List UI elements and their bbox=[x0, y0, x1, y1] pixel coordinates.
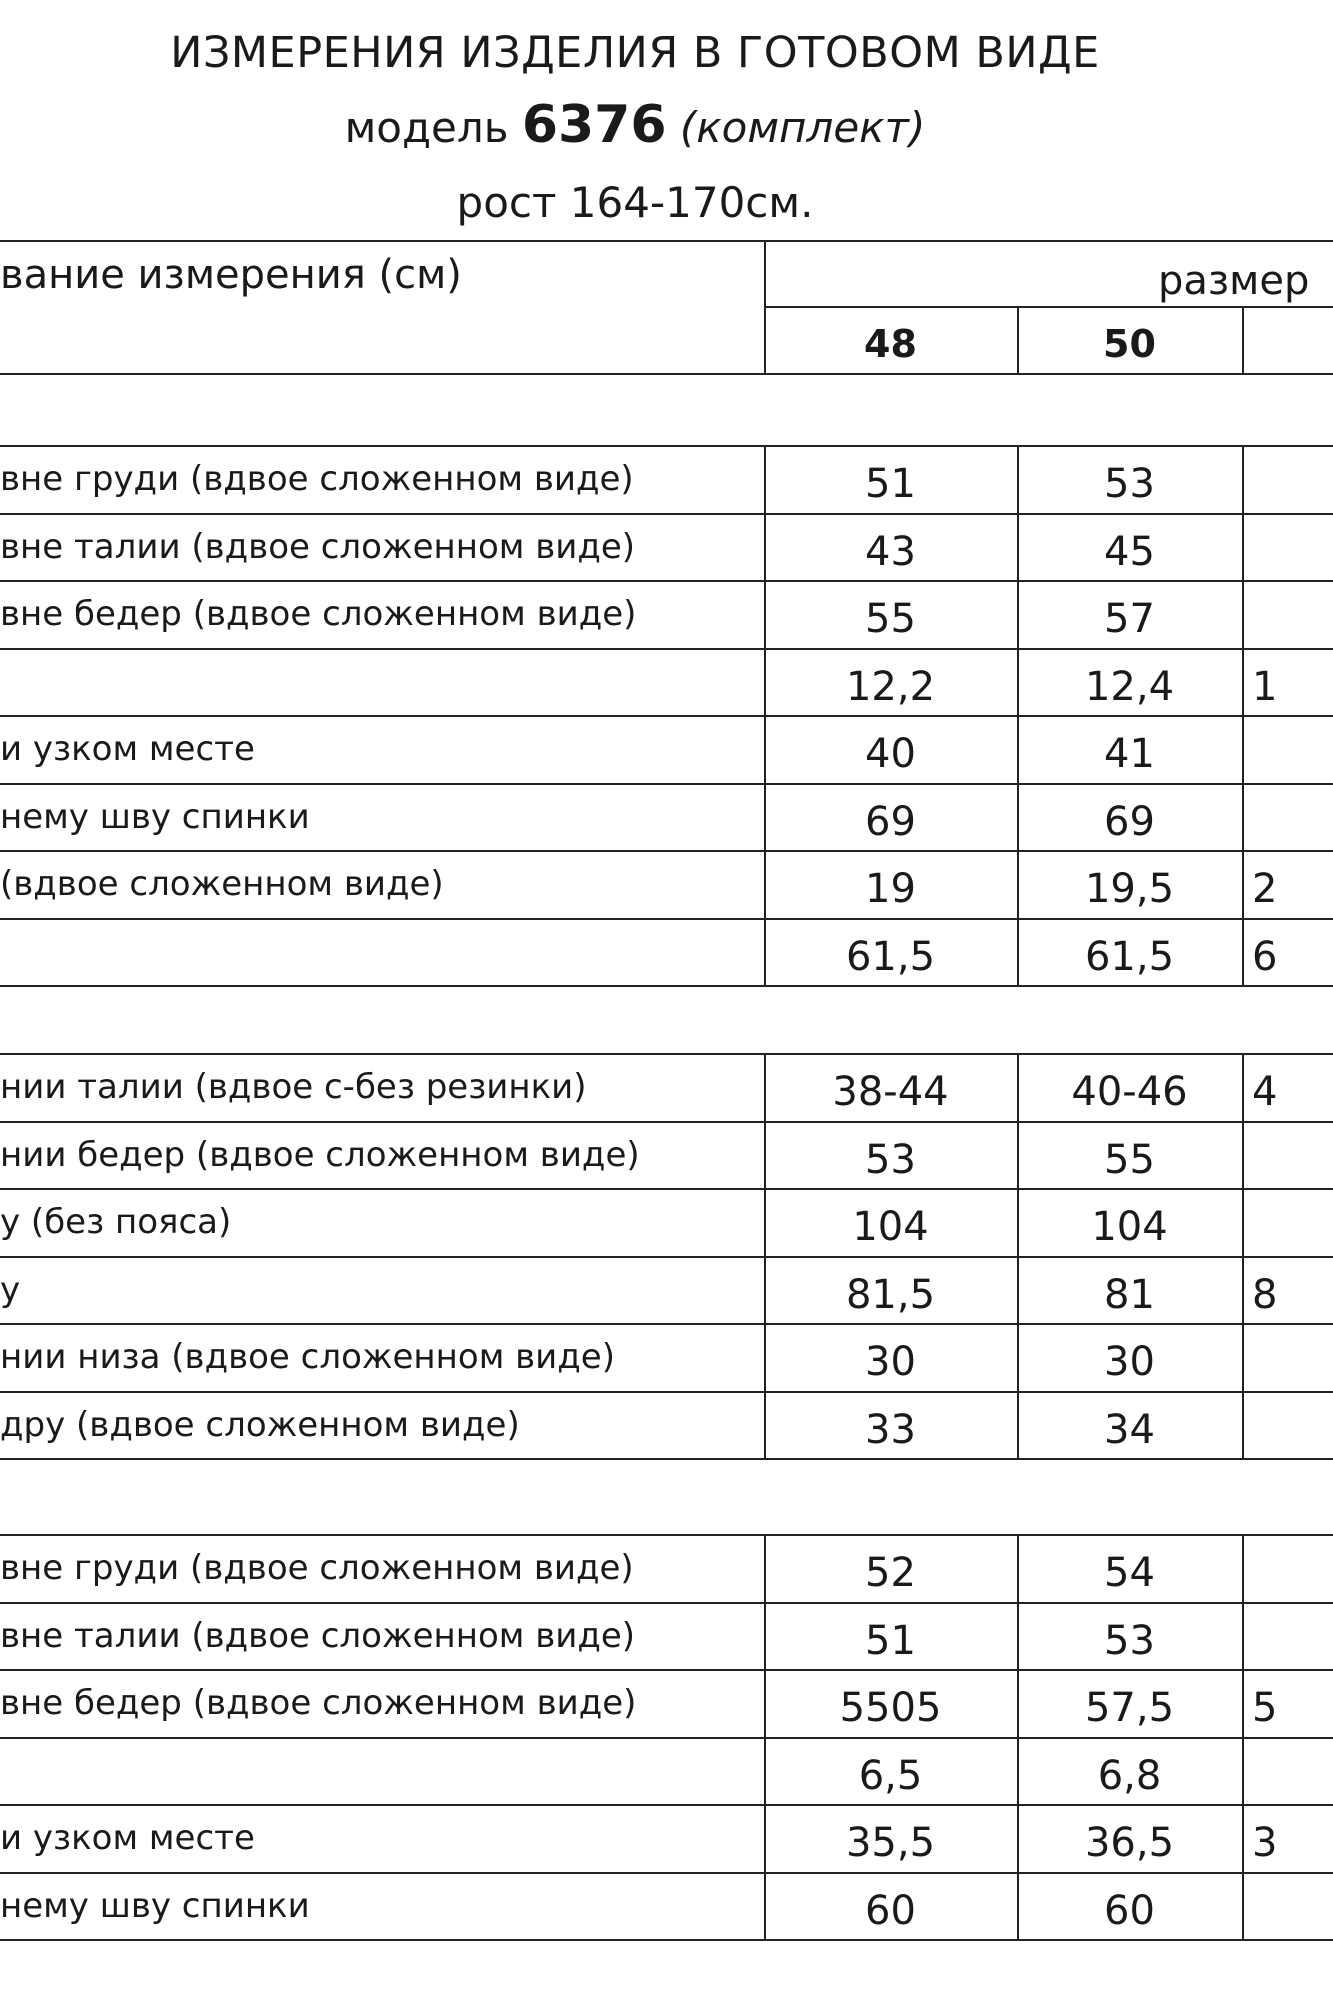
table-rule bbox=[764, 306, 1333, 308]
measurement-name: у (без пояса) bbox=[0, 1202, 232, 1242]
size-50-header: 50 bbox=[1103, 322, 1156, 366]
table-rule bbox=[0, 1256, 1333, 1258]
value-50: 30 bbox=[1104, 1339, 1155, 1385]
table-rule bbox=[0, 1458, 1333, 1460]
measurement-name: вне груди (вдвое сложенном виде) bbox=[0, 459, 634, 499]
value-52-partial: 2 bbox=[1252, 866, 1278, 912]
value-50: 54 bbox=[1104, 1550, 1155, 1596]
measurement-name: (вдвое сложенном виде) bbox=[0, 864, 444, 904]
table-column-rule bbox=[764, 445, 766, 985]
table-rule bbox=[0, 1602, 1333, 1604]
measurement-name: нему шву спинки bbox=[0, 1885, 310, 1926]
size-group-header: размер bbox=[1158, 258, 1310, 304]
table-rule bbox=[0, 1872, 1333, 1874]
value-48: 61,5 bbox=[845, 933, 936, 980]
table-column-rule bbox=[1242, 445, 1244, 985]
document-title: ИЗМЕРЕНИЯ ИЗДЕЛИЯ В ГОТОВОМ ВИДЕ bbox=[170, 28, 1100, 78]
table-column-rule bbox=[1017, 445, 1019, 985]
value-48: 6,5 bbox=[858, 1752, 923, 1799]
value-48: 19 bbox=[865, 866, 916, 912]
value-48: 52 bbox=[865, 1550, 916, 1596]
value-50: 104 bbox=[1091, 1204, 1168, 1250]
value-52-partial: 3 bbox=[1252, 1820, 1278, 1866]
table-column-rule bbox=[764, 240, 766, 373]
measurement-name: дру (вдвое сложенном виде) bbox=[0, 1404, 520, 1445]
model-number: 6376 bbox=[521, 95, 667, 155]
table-rule bbox=[0, 1323, 1333, 1325]
value-50: 57,5 bbox=[1084, 1685, 1175, 1731]
model-prefix: модель bbox=[344, 103, 509, 152]
table-rule bbox=[0, 985, 1333, 987]
value-48: 33 bbox=[865, 1406, 916, 1453]
value-52-partial: 1 bbox=[1252, 663, 1278, 710]
value-50: 61,5 bbox=[1084, 933, 1175, 980]
value-48: 69 bbox=[865, 798, 916, 845]
value-52-partial: 6 bbox=[1252, 933, 1278, 980]
measurement-name: и узком месте bbox=[0, 729, 255, 769]
table-rule bbox=[0, 715, 1333, 717]
table-rule bbox=[0, 1669, 1333, 1671]
model-line bbox=[0, 95, 1270, 155]
value-48: 40 bbox=[865, 731, 916, 777]
value-48: 51 bbox=[865, 461, 916, 507]
name-column-header: вание измерения (см) bbox=[0, 252, 462, 298]
table-rule bbox=[0, 445, 1333, 447]
table-rule bbox=[0, 918, 1333, 920]
model-kind: (комплект) bbox=[679, 103, 926, 152]
measurement-name: вне бедер (вдвое сложенном виде) bbox=[0, 1683, 637, 1723]
value-52-partial: 5 bbox=[1252, 1685, 1278, 1731]
measurement-name: вне талии (вдвое сложенном виде) bbox=[0, 526, 636, 567]
value-48: 53 bbox=[865, 1136, 916, 1183]
value-48: 5505 bbox=[839, 1685, 942, 1731]
measurement-name: нии талии (вдвое с-без резинки) bbox=[0, 1067, 587, 1107]
measurement-name: и узком месте bbox=[0, 1818, 255, 1858]
value-50: 36,5 bbox=[1084, 1820, 1175, 1866]
value-48: 81,5 bbox=[845, 1271, 936, 1318]
measurement-name: нии низа (вдвое сложенном виде) bbox=[0, 1337, 615, 1377]
table-rule bbox=[0, 1391, 1333, 1393]
table-rule bbox=[0, 783, 1333, 785]
value-48: 38-44 bbox=[832, 1069, 949, 1115]
value-50: 6,8 bbox=[1097, 1752, 1162, 1799]
measurement-name: нии бедер (вдвое сложенном виде) bbox=[0, 1134, 640, 1175]
table-column-rule bbox=[764, 1053, 766, 1458]
measurement-name: нему шву спинки bbox=[0, 796, 310, 837]
value-48: 30 bbox=[865, 1339, 916, 1385]
table-rule bbox=[0, 1121, 1333, 1123]
table-rule bbox=[0, 580, 1333, 582]
table-rule bbox=[0, 1053, 1333, 1055]
table-column-rule bbox=[1242, 306, 1244, 373]
value-48: 51 bbox=[865, 1617, 916, 1664]
table-rule bbox=[0, 513, 1333, 515]
value-50: 53 bbox=[1104, 1617, 1155, 1664]
table-column-rule bbox=[1242, 1053, 1244, 1458]
height-line: рост 164-170см. bbox=[456, 178, 814, 227]
value-48: 60 bbox=[865, 1887, 916, 1934]
value-48: 55 bbox=[865, 596, 916, 642]
value-50: 81 bbox=[1104, 1271, 1155, 1318]
table-rule bbox=[0, 240, 1333, 242]
value-52-partial: 4 bbox=[1252, 1069, 1278, 1115]
value-50: 60 bbox=[1104, 1887, 1155, 1934]
value-50: 12,4 bbox=[1084, 663, 1175, 710]
value-50: 53 bbox=[1104, 461, 1155, 507]
value-50: 40-46 bbox=[1071, 1069, 1188, 1115]
value-50: 45 bbox=[1104, 528, 1155, 575]
value-48: 35,5 bbox=[845, 1820, 936, 1866]
table-column-rule bbox=[1017, 1534, 1019, 1939]
value-50: 69 bbox=[1104, 798, 1155, 845]
table-rule bbox=[0, 648, 1333, 650]
value-50: 19,5 bbox=[1084, 866, 1175, 912]
table-rule bbox=[0, 1188, 1333, 1190]
value-48: 12,2 bbox=[845, 663, 936, 710]
value-50: 57 bbox=[1104, 596, 1155, 642]
measurement-name: вне талии (вдвое сложенном виде) bbox=[0, 1615, 636, 1656]
measurement-name: вне бедер (вдвое сложенном виде) bbox=[0, 594, 637, 634]
table-rule bbox=[0, 850, 1333, 852]
table-rule bbox=[0, 1737, 1333, 1739]
table-rule bbox=[0, 1804, 1333, 1806]
measurement-name: у bbox=[0, 1269, 21, 1310]
size-48-header: 48 bbox=[864, 322, 917, 366]
table-rule bbox=[0, 1534, 1333, 1536]
value-52-partial: 8 bbox=[1252, 1271, 1278, 1318]
value-50: 55 bbox=[1104, 1136, 1155, 1183]
table-rule bbox=[0, 373, 1333, 375]
value-48: 43 bbox=[865, 528, 916, 575]
value-48: 104 bbox=[852, 1204, 929, 1250]
table-column-rule bbox=[764, 1534, 766, 1939]
table-column-rule bbox=[1242, 1534, 1244, 1939]
table-column-rule bbox=[1017, 1053, 1019, 1458]
measurement-name: вне груди (вдвое сложенном виде) bbox=[0, 1548, 634, 1588]
value-50: 34 bbox=[1104, 1406, 1155, 1453]
value-50: 41 bbox=[1104, 731, 1155, 777]
table-rule bbox=[0, 1939, 1333, 1941]
